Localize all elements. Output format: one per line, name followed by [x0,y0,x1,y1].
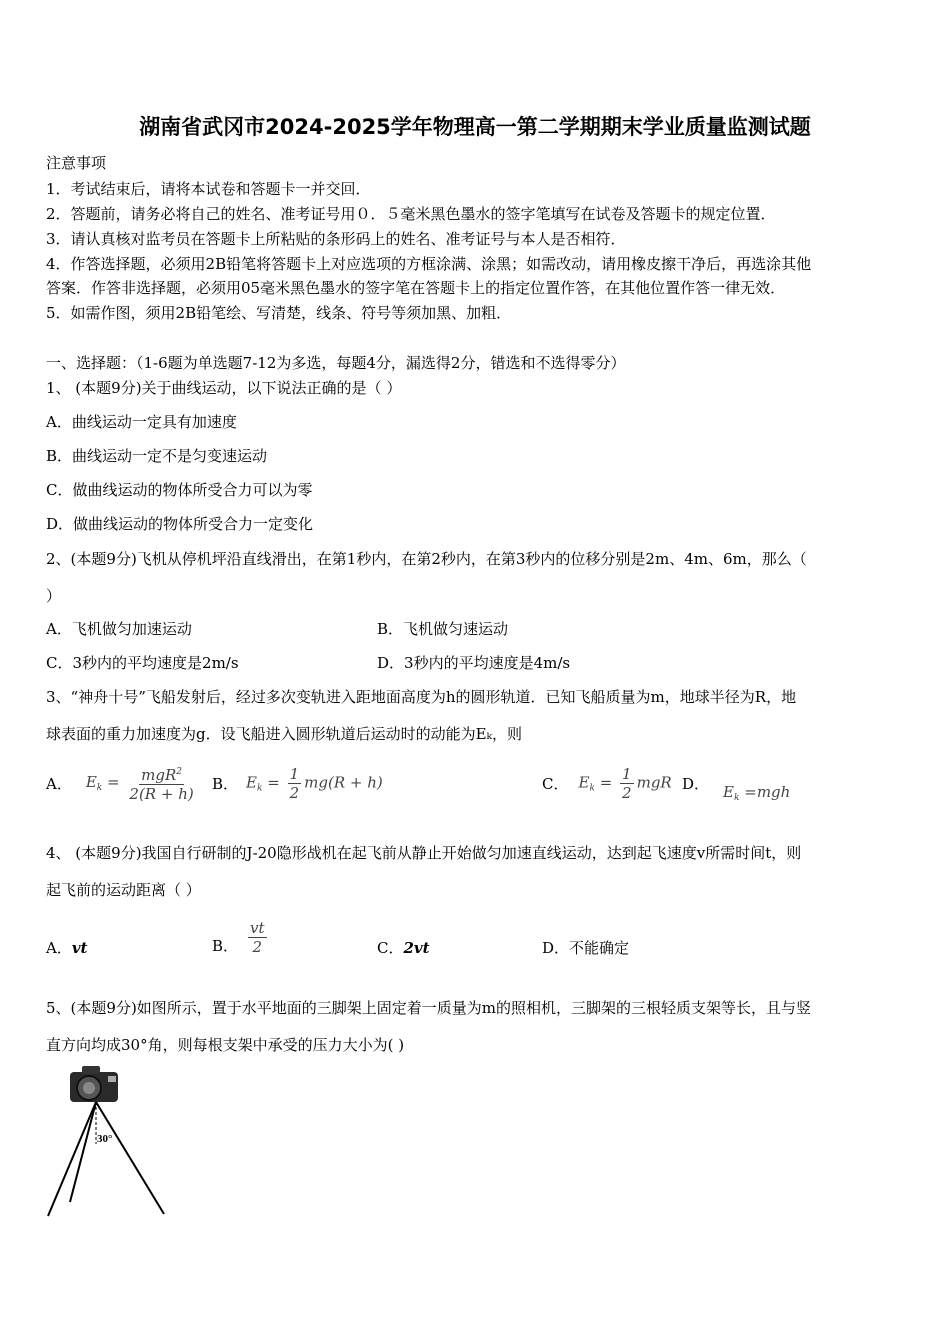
question-5-stem-cont: 直方向均成30°角，则每根支架中承受的压力大小为( ) [46,1036,405,1054]
denominator: 2(R + h) [129,785,194,803]
fraction [127,763,195,803]
option-label: B． [212,774,239,793]
q3-option-c [542,758,672,808]
fraction [288,765,302,802]
q1-option-b: B．曲线运动一定不是匀变速运动 [46,447,268,465]
symbol-e: E [578,773,590,791]
subscript-k: k [96,783,103,793]
subscript-k: k [733,793,740,803]
notice-heading: 注意事项 [46,154,107,172]
notice-item: 3．请认真核对监考员在答题卡上所粘贴的条形码上的姓名、准考证号与本人是否相符． [46,230,626,248]
numerator: 1 [289,764,300,783]
q4-option-d: D．不能确定 [542,939,630,957]
q4-option-c [377,937,430,958]
q1-option-a: A．曲线运动一定具有加速度 [46,413,237,431]
expression: mgh [756,783,791,801]
tripod-camera-figure [40,1062,180,1222]
denominator: 2 [289,783,300,802]
expression: mgR [636,773,672,791]
option-label: C． [542,774,569,793]
fraction [248,919,267,956]
camera-icon [70,1066,118,1102]
denominator: 2 [252,937,263,956]
option-value: 2vt [403,939,430,957]
option-label: C． [377,939,404,957]
option-label: A． [46,939,72,957]
q2-option-b: B．飞机做匀速运动 [377,620,509,638]
option-label: A． [46,774,72,793]
q1-option-c: C．做曲线运动的物体所受合力可以为零 [46,481,313,499]
subscript-k: k [589,783,595,793]
equals-sign: = [599,773,613,791]
q2-option-c: C．3秒内的平均速度是2m/s [46,654,239,672]
numerator: mgR [141,766,177,784]
option-value: vt [71,939,88,957]
equals-sign: = [107,773,120,791]
angle-label: 30° [97,1133,113,1145]
page-title: 湖南省武冈市2024-2025学年物理高一第二学期期末学业质量监测试题 [139,115,811,139]
symbol-e: E [85,773,97,791]
option-label: B． [212,936,239,955]
notice-item: 答案．作答非选择题，必须用05毫米黑色墨水的签字笔在答题卡上的指定位置作答，在其他位置作答一律无效． [46,279,786,297]
question-5-stem: 5、(本题9分)如图所示，置于水平地面的三脚架上固定着一质量为m的照相机，三脚架的三根轻质支架等长，且与竖 [46,999,812,1017]
formula-a [86,763,199,803]
q2-option-d: D．3秒内的平均速度是4m/s [377,654,571,672]
section-heading: 一、选择题：（1-6题为单选题7-12为多选，每题4分，漏选得2分，错选和不选得零分） [46,354,626,372]
q3-option-a [46,758,199,808]
tripod-leg [96,1102,164,1214]
question-1-stem: 1、 (本题9分)关于曲线运动，以下说法正确的是（ ） [46,379,402,397]
notice-item: 2．答题前，请务必将自己的姓名、准考证号用０．５毫米黑色墨水的签字笔填写在试卷及答题卡的规定位置． [46,205,776,223]
formula-c [578,765,671,802]
question-2-stem: 2、(本题9分)飞机从停机坪沿直线滑出，在第1秒内，在第2秒内，在第3秒内的位移分别是2m、4m、6m，那么（ [46,550,807,568]
q3-option-d [682,768,790,818]
question-3-stem-cont: 球表面的重力加速度为g．设飞船进入圆形轨道后运动时的动能为Eₖ，则 [46,725,523,743]
q3-option-b [212,758,383,808]
q4-option-a [46,937,88,958]
numerator: vt [250,918,265,937]
denominator: 2 [622,783,632,802]
symbol-e: E [246,773,257,791]
q2-option-a: A．飞机做匀加速运动 [46,620,192,638]
q1-option-d: D．做曲线运动的物体所受合力一定变化 [46,515,314,533]
expression: mg(R + h) [304,773,383,791]
equals-sign: = [267,773,280,791]
formula-d [723,783,790,803]
notice-item: 1．考试结束后，请将本试卷和答题卡一并交回． [46,180,371,198]
equals-sign: = [744,783,757,801]
symbol-e: E [723,783,734,801]
superscript: 2 [176,767,182,777]
subscript-k: k [256,783,263,793]
notice-item: 4．作答选择题，必须用2B铅笔将答题卡上对应选项的方框涂满、涂黑；如需改动，请用橡皮擦干净后，再选涂其他 [46,255,812,273]
question-4-stem: 4、 (本题9分)我国自行研制的J-20隐形战机在起飞前从静止开始做匀加速直线运动，达到起飞速度v所需时间t，则 [46,844,802,862]
question-3-stem: 3、“神舟十号”飞船发射后，经过多次变轨进入距地面高度为h的圆形轨道．已知飞船质量为m，地球半径为R，地 [46,688,797,706]
fraction [620,765,634,802]
formula-b [246,765,383,802]
option-label: D． [682,774,710,793]
tripod-leg [48,1102,96,1216]
question-2-stem-cont: ） [46,587,62,605]
numerator: 1 [622,764,632,783]
question-4-stem-cont: 起飞前的运动距离（ ） [46,881,201,899]
q4-option-b [212,912,270,962]
notice-item: 5．如需作图，须用2B铅笔绘、写清楚，线条、符号等须加黑、加粗． [46,304,512,322]
